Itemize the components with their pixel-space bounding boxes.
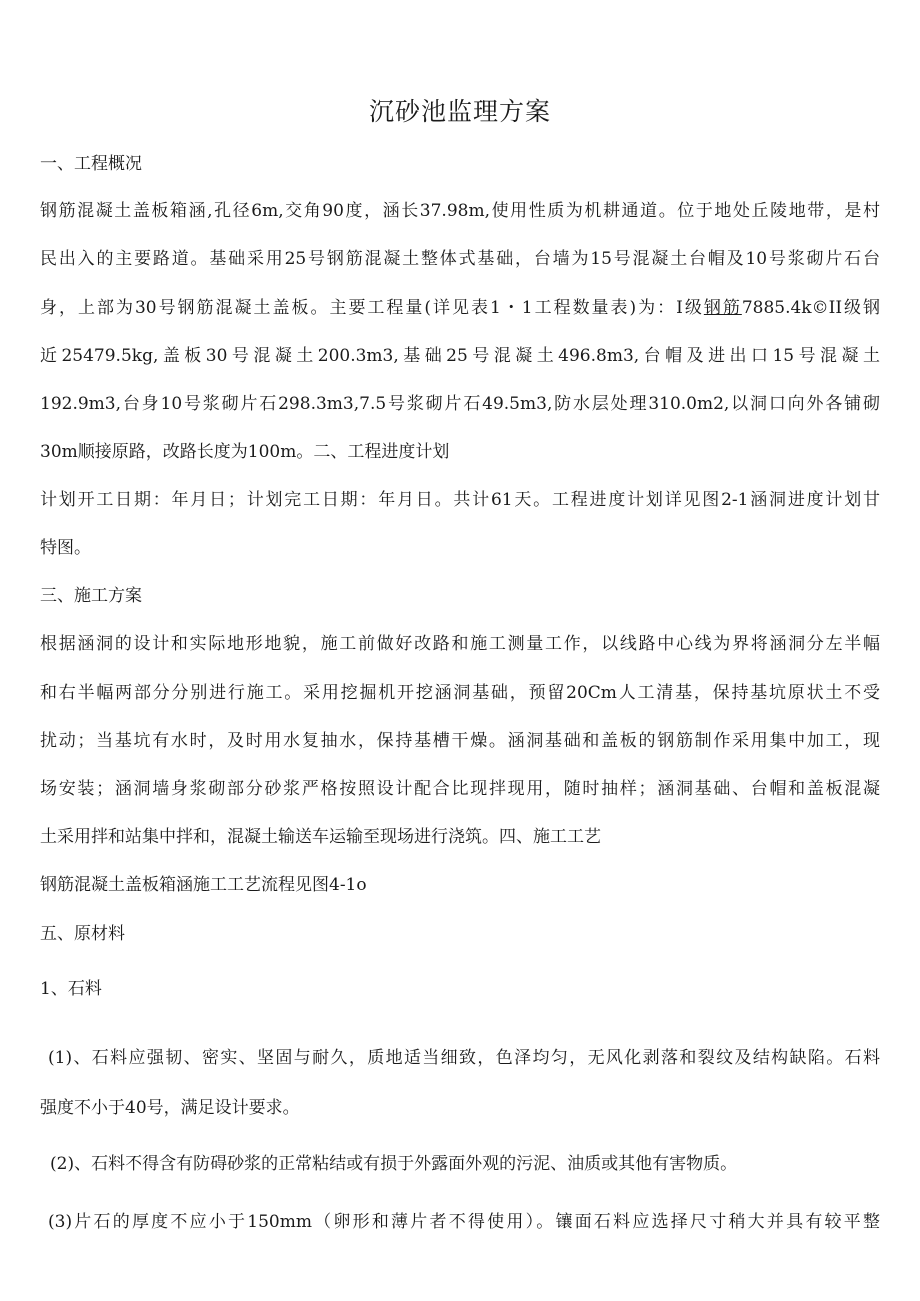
paragraph-line: 场安装；涵洞墙身浆砌部分砂浆严格按照设计配合比现拌现用，随时抽样；涵洞基础、台帽和盖板混凝	[40, 779, 880, 799]
list-item-line: (1)、石料应强韧、密实、坚固与耐久，质地适当细致，色泽均匀，无风化剥落和裂纹及结构缺陷。石料	[48, 1048, 880, 1068]
underlined-term: 钢筋	[703, 298, 742, 318]
paragraph-line: 192.9m3,台身10号浆砌片石298.3m3,7.5号浆砌片石49.5m3,防水层处理310.0m2,以洞口向外各铺砌	[40, 394, 880, 414]
paragraph-line: 根据涵洞的设计和实际地形地貌，施工前做好改路和施工测量工作，以线路中心线为界将涵洞分左半幅	[40, 634, 880, 654]
paragraph-line: 近25479.5kg,盖板30号混凝土200.3m3,基础25号混凝土496.8m3,台帽及进出口15号混凝土	[40, 346, 880, 366]
section-heading: 一、工程概况	[40, 154, 142, 174]
paragraph-line: 特图。	[40, 538, 91, 558]
section-heading: 三、施工方案	[40, 586, 142, 606]
document-title: 沉砂池监理方案	[368, 97, 551, 126]
paragraph-line: 民出入的主要路道。基础采用25号钢筋混凝土整体式基础，台墙为15号混凝土台帽及10号浆砌片石台	[40, 249, 880, 269]
paragraph-line: 扰动；当基坑有水时，及时用水复抽水，保持基槽干燥。涵洞基础和盖板的钢筋制作采用集中加工，现	[40, 731, 880, 751]
list-item-line: (3)片石的厚度不应小于150mm（卵形和薄片者不得使用）。镶面石料应选择尺寸稍大并具有较平整	[48, 1212, 880, 1232]
paragraph-line: 钢筋混凝土盖板箱涵施工工艺流程见图4-1o	[40, 875, 367, 895]
section-heading: 五、原材料	[40, 924, 125, 944]
paragraph-line: 和右半幅两部分分别进行施工。采用挖掘机开挖涵洞基础，预留20Cm人工清基，保持基坑原状土不受	[40, 683, 880, 703]
paragraph-line: 30m顺接原路，改路长度为100m。二、工程进度计划	[40, 442, 450, 462]
list-item-line: 强度不小于40号，满足设计要求。	[40, 1098, 300, 1118]
paragraph-line: 钢筋混凝土盖板箱涵,孔径6m,交角90度，涵长37.98m,使用性质为机耕通道。位于地处丘陵地带，是村	[40, 201, 880, 221]
paragraph-line: 土采用拌和站集中拌和，混凝土输送车运输至现场进行浇筑。四、施工工艺	[40, 827, 601, 847]
paragraph-line: 计划开工日期：年月日；计划完工日期：年月日。共计61天。工程进度计划详见图2-1涵洞进度计划甘	[40, 490, 880, 510]
text-run: 身，上部为30号钢筋混凝土盖板。主要工程量(详见表1・1工程数量表)为：I级	[40, 298, 704, 318]
subsection-heading: 1、石料	[40, 979, 102, 999]
list-item-line: (2)、石料不得含有防碍砂浆的正常粘结或有损于外露面外观的污泥、油质或其他有害物质。	[50, 1154, 738, 1174]
paragraph-line	[40, 294, 880, 322]
text-run: 7885.4k©II级钢	[741, 298, 881, 318]
